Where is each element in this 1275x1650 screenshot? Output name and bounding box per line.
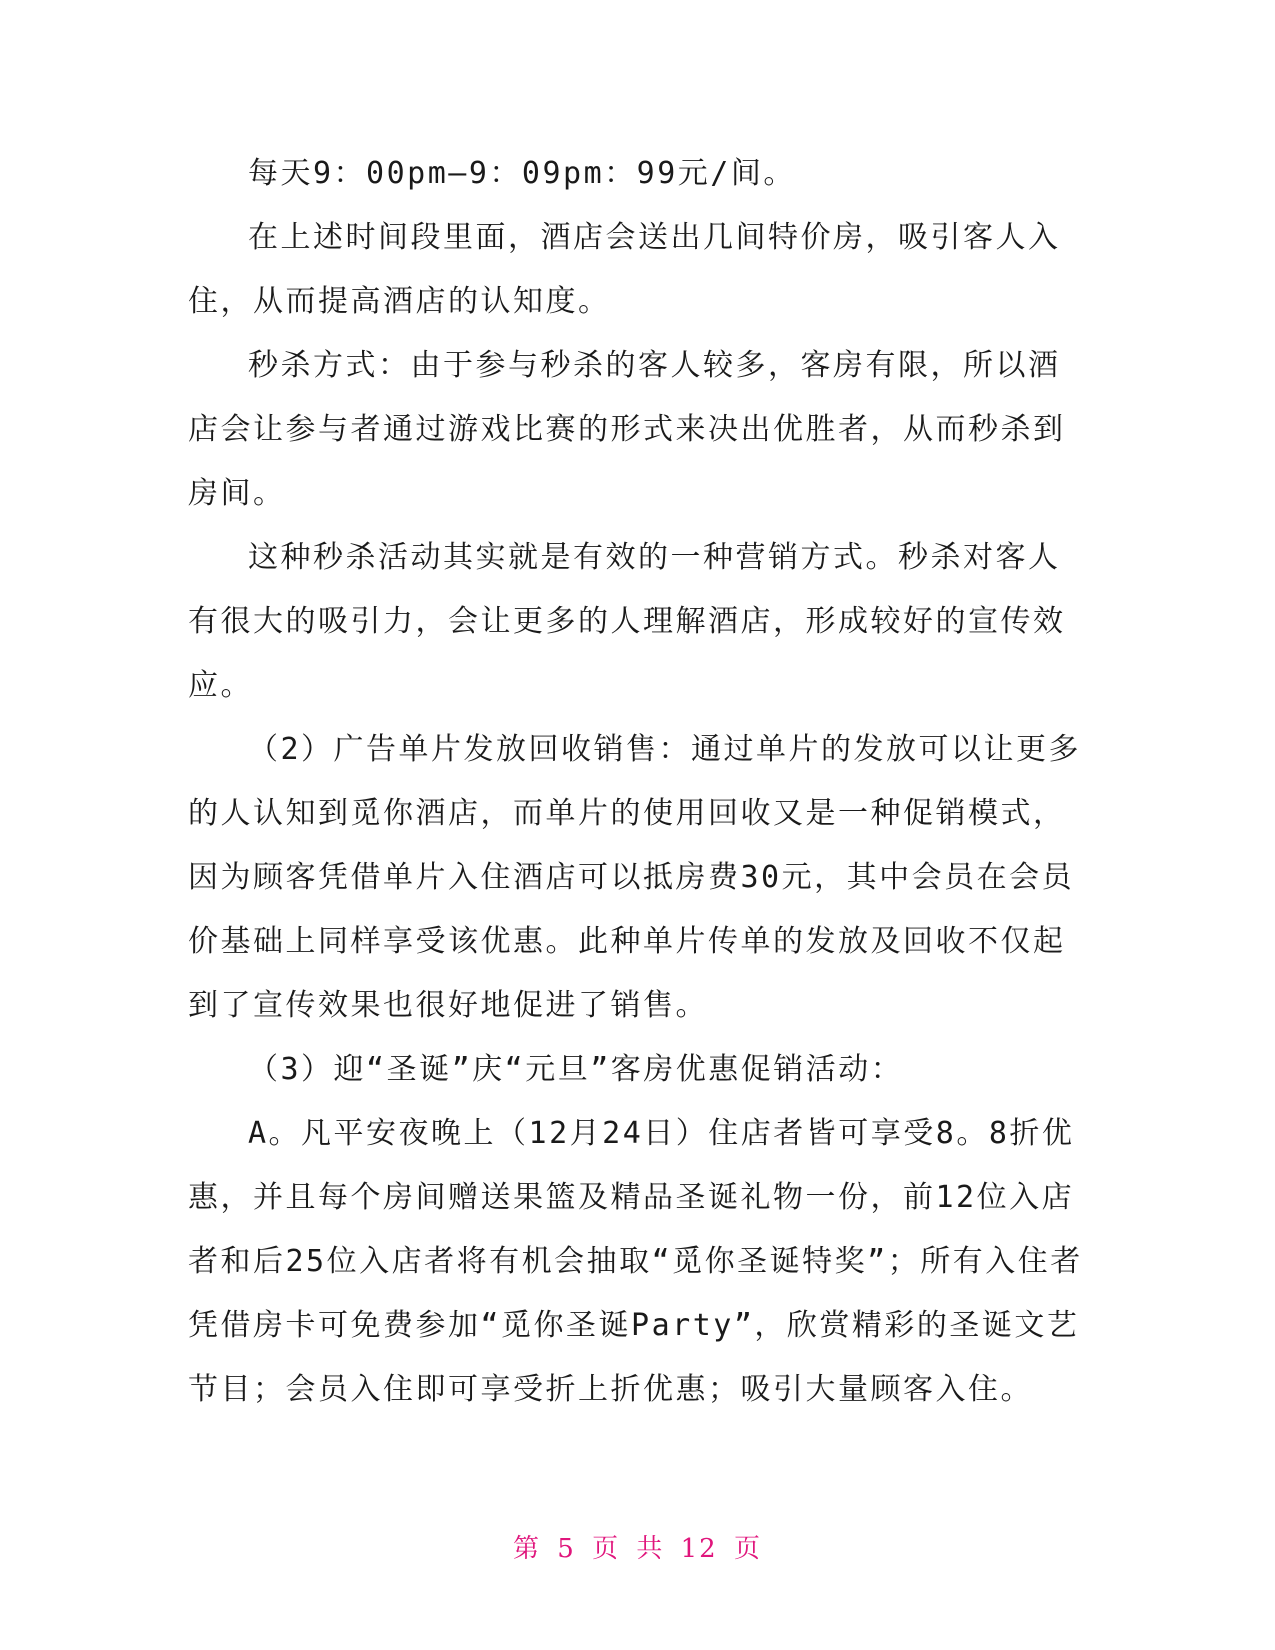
body-text xyxy=(188,142,1088,1422)
paragraph-5: （2）广告单片发放回收销售：通过单片的发放可以让更多的人认知到觅你酒店，而单片的使用回收又是一种促销模式，因为顾客凭借单片入住酒店可以抵房费30元，其中会员在会员价基础上同样享受该优惠。此种单片传单的发放及回收不仅起到了宣传效果也很好地促进了销售。 xyxy=(188,732,1082,1023)
paragraph-2: 在上述时间段里面，酒店会送出几间特价房，吸引客人入住，从而提高酒店的认知度。 xyxy=(188,220,1061,319)
paragraph-6: （3）迎“圣诞”庆“元旦”客房优惠促销活动： xyxy=(248,1052,904,1087)
paragraph-3: 秒杀方式：由于参与秒杀的客人较多，客房有限，所以酒店会让参与者通过游戏比赛的形式来决出优胜者，从而秒杀到房间。 xyxy=(188,348,1066,511)
paragraph-7: A。凡平安夜晚上（12月24日）住店者皆可享受8。8折优惠，并且每个房间赠送果篮及精品圣诞礼物一份，前12位入店者和后25位入店者将有机会抽取“觅你圣诞特奖”；所有入住者凭借房卡可免费参加“觅你圣诞Party”，欣赏精彩的圣诞文艺节目；会员入住即可享受折上折优惠；吸引大量顾客入住。 xyxy=(188,1116,1083,1407)
paragraph-1: 每天9：00pm—9：09pm：99元/间。 xyxy=(248,156,796,191)
paragraph-4: 这种秒杀活动其实就是有效的一种营销方式。秒杀对客人有很大的吸引力，会让更多的人理解酒店，形成较好的宣传效应。 xyxy=(188,540,1066,703)
page-footer: 第 5 页 共 12 页 xyxy=(513,1534,762,1564)
